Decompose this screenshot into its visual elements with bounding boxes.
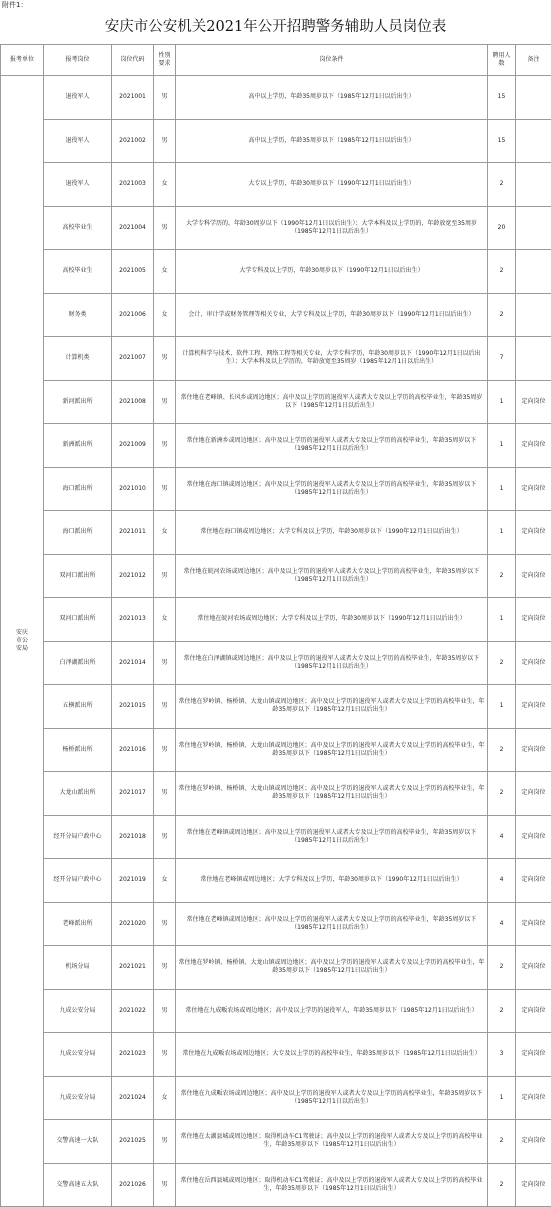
gender-cell: 男 bbox=[154, 772, 176, 816]
gender-cell: 女 bbox=[154, 1076, 176, 1120]
count-cell: 1 bbox=[488, 1076, 516, 1120]
code-cell: 2021014 bbox=[112, 641, 154, 685]
requirements-cell: 常住地在白泽湖镇或周边地区；高中及以上学历的退役军人或者大专及以上学历的高校毕业生，年龄35周岁以下（1985年12月1日以后出生） bbox=[176, 641, 488, 685]
remarks-cell: 定向岗位 bbox=[516, 902, 551, 946]
code-cell: 2021025 bbox=[112, 1120, 154, 1164]
requirements-cell: 大学专科学历的，年龄30周岁以下（1990年12月1日以后出生）；大学本科及以上学历的，年龄放宽至35周岁（1985年12月1日以后出生） bbox=[176, 206, 488, 250]
position-cell: 经开分局户政中心 bbox=[44, 859, 112, 903]
remarks-cell: 定向岗位 bbox=[516, 859, 551, 903]
remarks-cell: 定向岗位 bbox=[516, 380, 551, 424]
gender-cell: 女 bbox=[154, 511, 176, 555]
table-row bbox=[1, 598, 551, 642]
requirements-cell: 常住地在太湖县城或周边地区；取得机动车C1驾驶证；高中及以上学历的退役军人或者大专及以上学历的高校毕业生，年龄35周岁以下（1985年12月1日以后出生） bbox=[176, 1120, 488, 1164]
position-cell: 海口派出所 bbox=[44, 511, 112, 555]
table-row bbox=[1, 554, 551, 598]
code-cell: 2021010 bbox=[112, 467, 154, 511]
count-cell: 2 bbox=[488, 163, 516, 207]
code-cell: 2021016 bbox=[112, 728, 154, 772]
requirements-cell: 计算机科学与技术、软件工程、网络工程等相关专业，大学专科学历，年龄30周岁以下（1990年12月1日以后出生）；大学本科及以上学历的，年龄放宽至35周岁（1985年12月1日以后出生） bbox=[176, 337, 488, 381]
code-cell: 2021003 bbox=[112, 163, 154, 207]
unit-cell bbox=[1, 76, 44, 1207]
requirements-cell: 常住地在皖河农场或周边地区；高中及以上学历的退役军人或者大专及以上学历的高校毕业生，年龄35周岁以下（1985年12月1日以后出生） bbox=[176, 554, 488, 598]
table-row bbox=[1, 641, 551, 685]
requirements-cell: 常住地在海口镇或周边地区；大学专科及以上学历，年龄30周岁以下（1990年12月1日以后出生） bbox=[176, 511, 488, 555]
table-row bbox=[1, 76, 551, 120]
code-cell: 2021015 bbox=[112, 685, 154, 729]
remarks-cell: 定向岗位 bbox=[516, 1033, 551, 1077]
count-cell: 1 bbox=[488, 685, 516, 729]
count-cell: 2 bbox=[488, 772, 516, 816]
header-unit: 报考单位 bbox=[1, 45, 44, 76]
position-cell: 九成公安分局 bbox=[44, 989, 112, 1033]
count-cell: 20 bbox=[488, 206, 516, 250]
remarks-cell: 定向岗位 bbox=[516, 467, 551, 511]
position-cell: 财务类 bbox=[44, 293, 112, 337]
header-requirements: 岗位条件 bbox=[176, 45, 488, 76]
count-cell: 2 bbox=[488, 293, 516, 337]
remarks-cell bbox=[516, 76, 551, 120]
gender-cell: 男 bbox=[154, 815, 176, 859]
remarks-cell bbox=[516, 337, 551, 381]
page-title: 安庆市公安机关2021年公开招聘警务辅助人员岗位表 bbox=[0, 12, 551, 42]
code-cell: 2021021 bbox=[112, 946, 154, 990]
count-cell: 2 bbox=[488, 554, 516, 598]
remarks-cell: 定向岗位 bbox=[516, 424, 551, 468]
gender-cell: 男 bbox=[154, 119, 176, 163]
count-cell: 2 bbox=[488, 989, 516, 1033]
position-cell: 交警高速一大队 bbox=[44, 1120, 112, 1164]
gender-cell: 男 bbox=[154, 989, 176, 1033]
table-row bbox=[1, 728, 551, 772]
gender-cell: 男 bbox=[154, 380, 176, 424]
requirements-cell: 常住地在老峰镇或周边地区；大学专科及以上学历，年龄30周岁以下（1990年12月1日以后出生） bbox=[176, 859, 488, 903]
code-cell: 2021023 bbox=[112, 1033, 154, 1077]
count-cell: 2 bbox=[488, 946, 516, 990]
header-remarks: 备注 bbox=[516, 45, 551, 76]
requirements-cell: 常住地在罗岭镇、杨桥镇、大龙山镇或周边地区；高中及以上学历的退役军人或者大专及以上学历的高校毕业生，年龄35周岁以下（1985年12月1日以后出生） bbox=[176, 946, 488, 990]
remarks-cell: 定向岗位 bbox=[516, 946, 551, 990]
code-cell: 2021026 bbox=[112, 1163, 154, 1207]
requirements-cell: 常住地在九成畈农场或周边地区；高中及以上学历的退役军人，年龄35周岁以下（1985年12月1日以后出生） bbox=[176, 989, 488, 1033]
count-cell: 2 bbox=[488, 250, 516, 294]
gender-cell: 男 bbox=[154, 206, 176, 250]
count-cell: 7 bbox=[488, 337, 516, 381]
count-cell: 1 bbox=[488, 467, 516, 511]
remarks-cell: 定向岗位 bbox=[516, 511, 551, 555]
gender-cell: 男 bbox=[154, 554, 176, 598]
gender-cell: 男 bbox=[154, 467, 176, 511]
count-cell: 1 bbox=[488, 424, 516, 468]
table-row bbox=[1, 1033, 551, 1077]
remarks-cell: 定向岗位 bbox=[516, 641, 551, 685]
table-row bbox=[1, 815, 551, 859]
table-row bbox=[1, 163, 551, 207]
count-cell: 1 bbox=[488, 598, 516, 642]
requirements-cell: 大学专科及以上学历，年龄30周岁以下（1990年12月1日以后出生） bbox=[176, 250, 488, 294]
requirements-cell: 常住地在海口镇或周边地区；高中及以上学历的退役军人或者大专及以上学历的高校毕业生，年龄35周岁以下（1985年12月1日以后出生） bbox=[176, 467, 488, 511]
gender-cell: 男 bbox=[154, 685, 176, 729]
position-cell: 计算机类 bbox=[44, 337, 112, 381]
remarks-cell bbox=[516, 206, 551, 250]
requirements-cell: 常住地在新洲乡或周边地区；高中及以上学历的退役军人或者大专及以上学历的高校毕业生，年龄35周岁以下（1985年12月1日以后出生） bbox=[176, 424, 488, 468]
gender-cell: 女 bbox=[154, 163, 176, 207]
remarks-cell: 定向岗位 bbox=[516, 772, 551, 816]
gender-cell: 女 bbox=[154, 859, 176, 903]
count-cell: 2 bbox=[488, 1163, 516, 1207]
count-cell: 4 bbox=[488, 815, 516, 859]
count-cell: 1 bbox=[488, 511, 516, 555]
table-row bbox=[1, 772, 551, 816]
position-cell: 新洲派出所 bbox=[44, 424, 112, 468]
table-row bbox=[1, 1076, 551, 1120]
position-cell: 白泽湖派出所 bbox=[44, 641, 112, 685]
count-cell: 15 bbox=[488, 76, 516, 120]
table-row bbox=[1, 250, 551, 294]
code-cell: 2021006 bbox=[112, 293, 154, 337]
gender-cell: 男 bbox=[154, 1163, 176, 1207]
table-header-row bbox=[1, 45, 551, 76]
code-cell: 2021020 bbox=[112, 902, 154, 946]
position-table bbox=[0, 44, 551, 1207]
gender-cell: 男 bbox=[154, 641, 176, 685]
table-row bbox=[1, 380, 551, 424]
remarks-cell bbox=[516, 250, 551, 294]
position-cell: 经开分局户政中心 bbox=[44, 815, 112, 859]
code-cell: 2021022 bbox=[112, 989, 154, 1033]
position-cell: 交警高速五大队 bbox=[44, 1163, 112, 1207]
requirements-cell: 常住地在罗岭镇、杨桥镇、大龙山镇或周边地区；高中及以上学历的退役军人或者大专及以上学历的高校毕业生，年龄35周岁以下（1985年12月1日以后出生） bbox=[176, 728, 488, 772]
requirements-cell: 会计、审计学或财务管理等相关专业，大学专科及以上学历，年龄30周岁以下（1990年12月1日以后出生） bbox=[176, 293, 488, 337]
position-cell: 双河口派出所 bbox=[44, 598, 112, 642]
requirements-cell: 常住地在九成畈农场或周边地区；大专及以上学历的高校毕业生，年龄35周岁以下（1985年12月1日以后出生） bbox=[176, 1033, 488, 1077]
position-cell: 九成公安分局 bbox=[44, 1076, 112, 1120]
unit-name: 安庆市公安局 bbox=[16, 629, 28, 653]
code-cell: 2021012 bbox=[112, 554, 154, 598]
count-cell: 2 bbox=[488, 641, 516, 685]
remarks-cell: 定向岗位 bbox=[516, 989, 551, 1033]
remarks-cell: 定向岗位 bbox=[516, 1120, 551, 1164]
code-cell: 2021008 bbox=[112, 380, 154, 424]
code-cell: 2021007 bbox=[112, 337, 154, 381]
position-cell: 五横派出所 bbox=[44, 685, 112, 729]
count-cell: 1 bbox=[488, 380, 516, 424]
position-cell: 海口派出所 bbox=[44, 467, 112, 511]
position-cell: 退役军人 bbox=[44, 119, 112, 163]
gender-cell: 男 bbox=[154, 1033, 176, 1077]
code-cell: 2021005 bbox=[112, 250, 154, 294]
requirements-cell: 高中以上学历，年龄35周岁以下（1985年12月1日以后出生） bbox=[176, 76, 488, 120]
requirements-cell: 常住地在罗岭镇、杨桥镇、大龙山镇或周边地区；高中及以上学历的退役军人或者大专及以上学历的高校毕业生，年龄35周岁以下（1985年12月1日以后出生） bbox=[176, 772, 488, 816]
count-cell: 3 bbox=[488, 1033, 516, 1077]
header-count: 聘用人数 bbox=[488, 45, 516, 76]
requirements-cell: 常住地在老峰镇或周边地区；高中及以上学历的退役军人或者大专及以上学历的高校毕业生，年龄35周岁以下（1985年12月1日以后出生） bbox=[176, 902, 488, 946]
remarks-cell: 定向岗位 bbox=[516, 1076, 551, 1120]
table-row bbox=[1, 424, 551, 468]
remarks-cell: 定向岗位 bbox=[516, 685, 551, 729]
table-row bbox=[1, 337, 551, 381]
code-cell: 2021004 bbox=[112, 206, 154, 250]
requirements-cell: 常住地在老峰镇或周边地区；高中及以上学历的退役军人或者大专及以上学历的高校毕业生，年龄35周岁以下（1985年12月1日以后出生） bbox=[176, 815, 488, 859]
position-cell: 老峰派出所 bbox=[44, 902, 112, 946]
remarks-cell: 定向岗位 bbox=[516, 598, 551, 642]
requirements-cell: 大专以上学历，年龄30周岁以下（1990年12月1日以后出生） bbox=[176, 163, 488, 207]
requirements-cell: 高中以上学历，年龄35周岁以下（1985年12月1日以后出生） bbox=[176, 119, 488, 163]
position-cell: 双河口派出所 bbox=[44, 554, 112, 598]
table-row bbox=[1, 1120, 551, 1164]
count-cell: 4 bbox=[488, 902, 516, 946]
gender-cell: 男 bbox=[154, 946, 176, 990]
code-cell: 2021017 bbox=[112, 772, 154, 816]
code-cell: 2021019 bbox=[112, 859, 154, 903]
requirements-cell: 常住地在罗岭镇、杨桥镇、大龙山镇或周边地区；高中及以上学历的退役军人或者大专及以上学历的高校毕业生，年龄35周岁以下（1985年12月1日以后出生） bbox=[176, 685, 488, 729]
gender-cell: 男 bbox=[154, 337, 176, 381]
code-cell: 2021001 bbox=[112, 76, 154, 120]
remarks-cell bbox=[516, 119, 551, 163]
position-cell: 九成公安分局 bbox=[44, 1033, 112, 1077]
remarks-cell bbox=[516, 293, 551, 337]
position-cell: 杨桥派出所 bbox=[44, 728, 112, 772]
remarks-cell bbox=[516, 163, 551, 207]
table-row bbox=[1, 946, 551, 990]
gender-cell: 女 bbox=[154, 293, 176, 337]
position-cell: 大龙山派出所 bbox=[44, 772, 112, 816]
code-cell: 2021002 bbox=[112, 119, 154, 163]
requirements-cell: 常住地在九成畈农场或周边地区；高中及以上学历的退役军人或者大专及以上学历的高校毕业生，年龄35周岁以下（1985年12月1日以后出生） bbox=[176, 1076, 488, 1120]
requirements-cell: 常住地在皖河农场或周边地区；大学专科及以上学历，年龄30周岁以下（1990年12月1日以后出生） bbox=[176, 598, 488, 642]
table-row bbox=[1, 685, 551, 729]
code-cell: 2021018 bbox=[112, 815, 154, 859]
count-cell: 2 bbox=[488, 1120, 516, 1164]
attachment-label: 附件1： bbox=[2, 0, 27, 10]
requirements-cell: 常住地在老峰镇、长风乡或周边地区；高中及以上学历的退役军人或者大专及以上学历的高校毕业生，年龄35周岁以下（1985年12月1日以后出生） bbox=[176, 380, 488, 424]
gender-cell: 女 bbox=[154, 598, 176, 642]
count-cell: 15 bbox=[488, 119, 516, 163]
header-position: 报考岗位 bbox=[44, 45, 112, 76]
gender-cell: 男 bbox=[154, 728, 176, 772]
gender-cell: 男 bbox=[154, 76, 176, 120]
count-cell: 2 bbox=[488, 728, 516, 772]
count-cell: 4 bbox=[488, 859, 516, 903]
position-cell: 高校毕业生 bbox=[44, 206, 112, 250]
table-row bbox=[1, 467, 551, 511]
requirements-cell: 常住地在岳西县城或周边地区；取得机动车C1驾驶证；高中及以上学历的退役军人或者大专及以上学历的高校毕业生，年龄35周岁以下（1985年12月1日以后出生） bbox=[176, 1163, 488, 1207]
gender-cell: 男 bbox=[154, 902, 176, 946]
code-cell: 2021011 bbox=[112, 511, 154, 555]
code-cell: 2021009 bbox=[112, 424, 154, 468]
table-row bbox=[1, 293, 551, 337]
position-cell: 新河派出所 bbox=[44, 380, 112, 424]
position-cell: 退役军人 bbox=[44, 163, 112, 207]
position-cell: 退役军人 bbox=[44, 76, 112, 120]
position-cell: 高校毕业生 bbox=[44, 250, 112, 294]
table-body bbox=[1, 76, 551, 1207]
table-row bbox=[1, 902, 551, 946]
header-code: 岗位代码 bbox=[112, 45, 154, 76]
header-gender: 性别要求 bbox=[154, 45, 176, 76]
remarks-cell: 定向岗位 bbox=[516, 728, 551, 772]
remarks-cell: 定向岗位 bbox=[516, 554, 551, 598]
table-row bbox=[1, 206, 551, 250]
table-row bbox=[1, 511, 551, 555]
position-cell: 机场分局 bbox=[44, 946, 112, 990]
code-cell: 2021024 bbox=[112, 1076, 154, 1120]
gender-cell: 女 bbox=[154, 250, 176, 294]
gender-cell: 男 bbox=[154, 1120, 176, 1164]
table-row bbox=[1, 989, 551, 1033]
code-cell: 2021013 bbox=[112, 598, 154, 642]
table-row bbox=[1, 859, 551, 903]
table-row bbox=[1, 119, 551, 163]
remarks-cell: 定向岗位 bbox=[516, 815, 551, 859]
remarks-cell: 定向岗位 bbox=[516, 1163, 551, 1207]
gender-cell: 男 bbox=[154, 424, 176, 468]
